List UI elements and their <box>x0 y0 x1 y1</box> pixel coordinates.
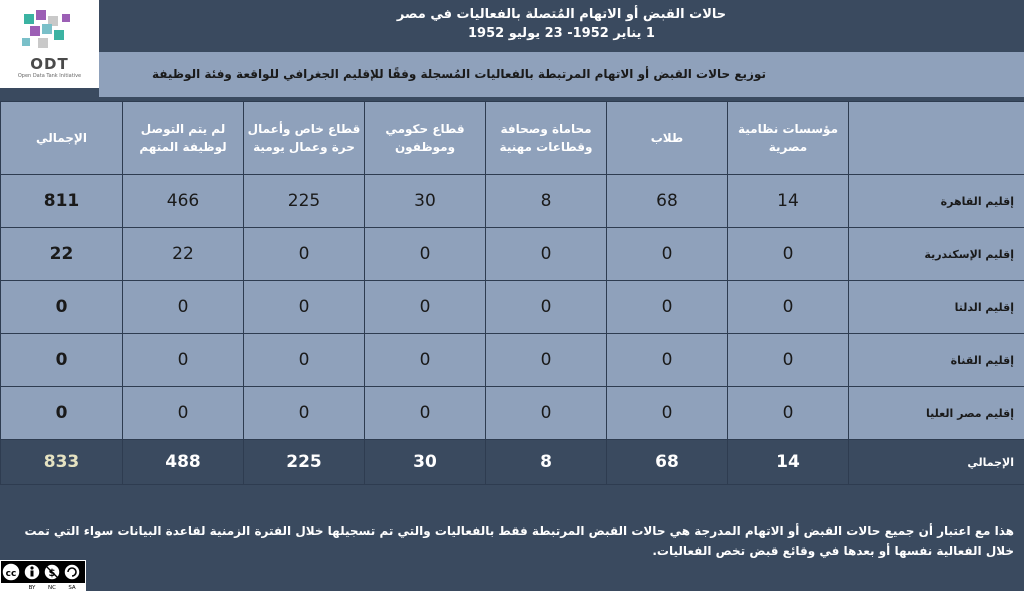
column-header-institutions: مؤسسات نظامية مصرية <box>728 102 849 175</box>
cell-value: 0 <box>486 387 607 440</box>
sa-label: SA <box>68 585 76 591</box>
column-header-professions: محاماة وصحافة وقطاعات مهنية <box>486 102 607 175</box>
cell-value: 0 <box>486 334 607 387</box>
cell-value: 0 <box>728 228 849 281</box>
summary-value: 8 <box>486 440 607 485</box>
cell-value: 0 <box>244 387 365 440</box>
row-total: 0 <box>1 281 123 334</box>
cc-icon <box>2 563 20 581</box>
cell-value: 0 <box>123 387 244 440</box>
cell-value: 0 <box>365 334 486 387</box>
cell-value: 0 <box>123 334 244 387</box>
grand-total: 833 <box>1 440 123 485</box>
table-row <box>1 334 1024 387</box>
cc-license-badge <box>0 560 86 591</box>
footnote: هذا مع اعتبار أن جميع حالات القبض أو الاتهام المدرجة هي حالات القبض المرتبطة فقط بالفعاليات والتي تم تسجيلها خلال الفترة الزمنية لقاعدة البيانات سواء التي تمت خلال الفعالية نفسها أو بعدها في وقائع قبض تخص الفعاليات. <box>24 524 1014 558</box>
table-row <box>1 387 1024 440</box>
date-range: 1 يناير 1952- 23 يوليو 1952 <box>468 26 655 41</box>
table-subtitle: توزيع حالات القبض أو الاتهام المرتبطة بالفعاليات المُسجلة وفقًا للإقليم الجغرافي للواقعة وفئة الوظيفة <box>151 67 766 81</box>
cell-value: 0 <box>244 334 365 387</box>
odt-logo <box>0 0 99 88</box>
cell-value: 0 <box>607 387 728 440</box>
cell-value: 14 <box>728 175 849 228</box>
table-row <box>1 281 1024 334</box>
column-header-total: الإجمالي <box>1 102 123 175</box>
cell-value: 0 <box>123 281 244 334</box>
row-total: 22 <box>1 228 123 281</box>
table-subtitle-band <box>99 52 1024 97</box>
row-total: 811 <box>1 175 123 228</box>
summary-value: 14 <box>728 440 849 485</box>
logo-tagline: Open Data Tank Initiative <box>17 73 82 79</box>
logo-wordmark: ODT <box>30 55 69 73</box>
cell-value: 8 <box>486 175 607 228</box>
cell-value: 0 <box>486 228 607 281</box>
svg-text:$: $ <box>48 568 56 579</box>
summary-value: 68 <box>607 440 728 485</box>
cell-value: 466 <box>123 175 244 228</box>
cell-value: 0 <box>365 228 486 281</box>
cell-value: 0 <box>728 334 849 387</box>
row-label: إقليم مصر العليا <box>849 387 1024 440</box>
sa-icon <box>64 564 80 580</box>
cell-value: 0 <box>728 387 849 440</box>
page-header <box>99 0 1024 50</box>
table-row <box>1 175 1024 228</box>
header-row <box>1 102 1024 175</box>
row-total: 0 <box>1 387 123 440</box>
cell-value: 0 <box>607 281 728 334</box>
cell-value: 22 <box>123 228 244 281</box>
column-header-students: طلاب <box>607 102 728 175</box>
row-total: 0 <box>1 334 123 387</box>
nc-label: NC <box>48 585 56 591</box>
cubes-icon <box>18 8 80 54</box>
row-label: إقليم القناة <box>849 334 1024 387</box>
cell-value: 0 <box>607 334 728 387</box>
cell-value: 0 <box>486 281 607 334</box>
cell-value: 0 <box>244 281 365 334</box>
cell-value: 0 <box>365 387 486 440</box>
column-header-government: قطاع حكومي وموظفون <box>365 102 486 175</box>
summary-label: الإجمالي <box>849 440 1024 485</box>
cell-value: 68 <box>607 175 728 228</box>
summary-value: 225 <box>244 440 365 485</box>
cell-value: 0 <box>365 281 486 334</box>
nc-icon <box>44 564 60 580</box>
data-table <box>0 101 1024 485</box>
svg-text:cc: cc <box>5 569 17 579</box>
cell-value: 0 <box>607 228 728 281</box>
summary-row <box>1 440 1024 485</box>
corner-cell <box>849 102 1024 175</box>
cell-value: 0 <box>244 228 365 281</box>
summary-value: 488 <box>123 440 244 485</box>
column-header-unknown: لم يتم التوصل لوظيفة المتهم <box>123 102 244 175</box>
cell-value: 225 <box>244 175 365 228</box>
by-icon <box>24 564 40 580</box>
column-header-private-sector: قطاع خاص وأعمال حرة وعمال يومية <box>244 102 365 175</box>
page-title: حالات القبض أو الاتهام المُتصلة بالفعاليات في مصر <box>396 7 727 22</box>
row-label: إقليم القاهرة <box>849 175 1024 228</box>
by-label: BY <box>28 585 36 591</box>
cell-value: 30 <box>365 175 486 228</box>
row-label: إقليم الدلتا <box>849 281 1024 334</box>
table-row <box>1 228 1024 281</box>
summary-value: 30 <box>365 440 486 485</box>
cell-value: 0 <box>728 281 849 334</box>
row-label: إقليم الإسكندرية <box>849 228 1024 281</box>
